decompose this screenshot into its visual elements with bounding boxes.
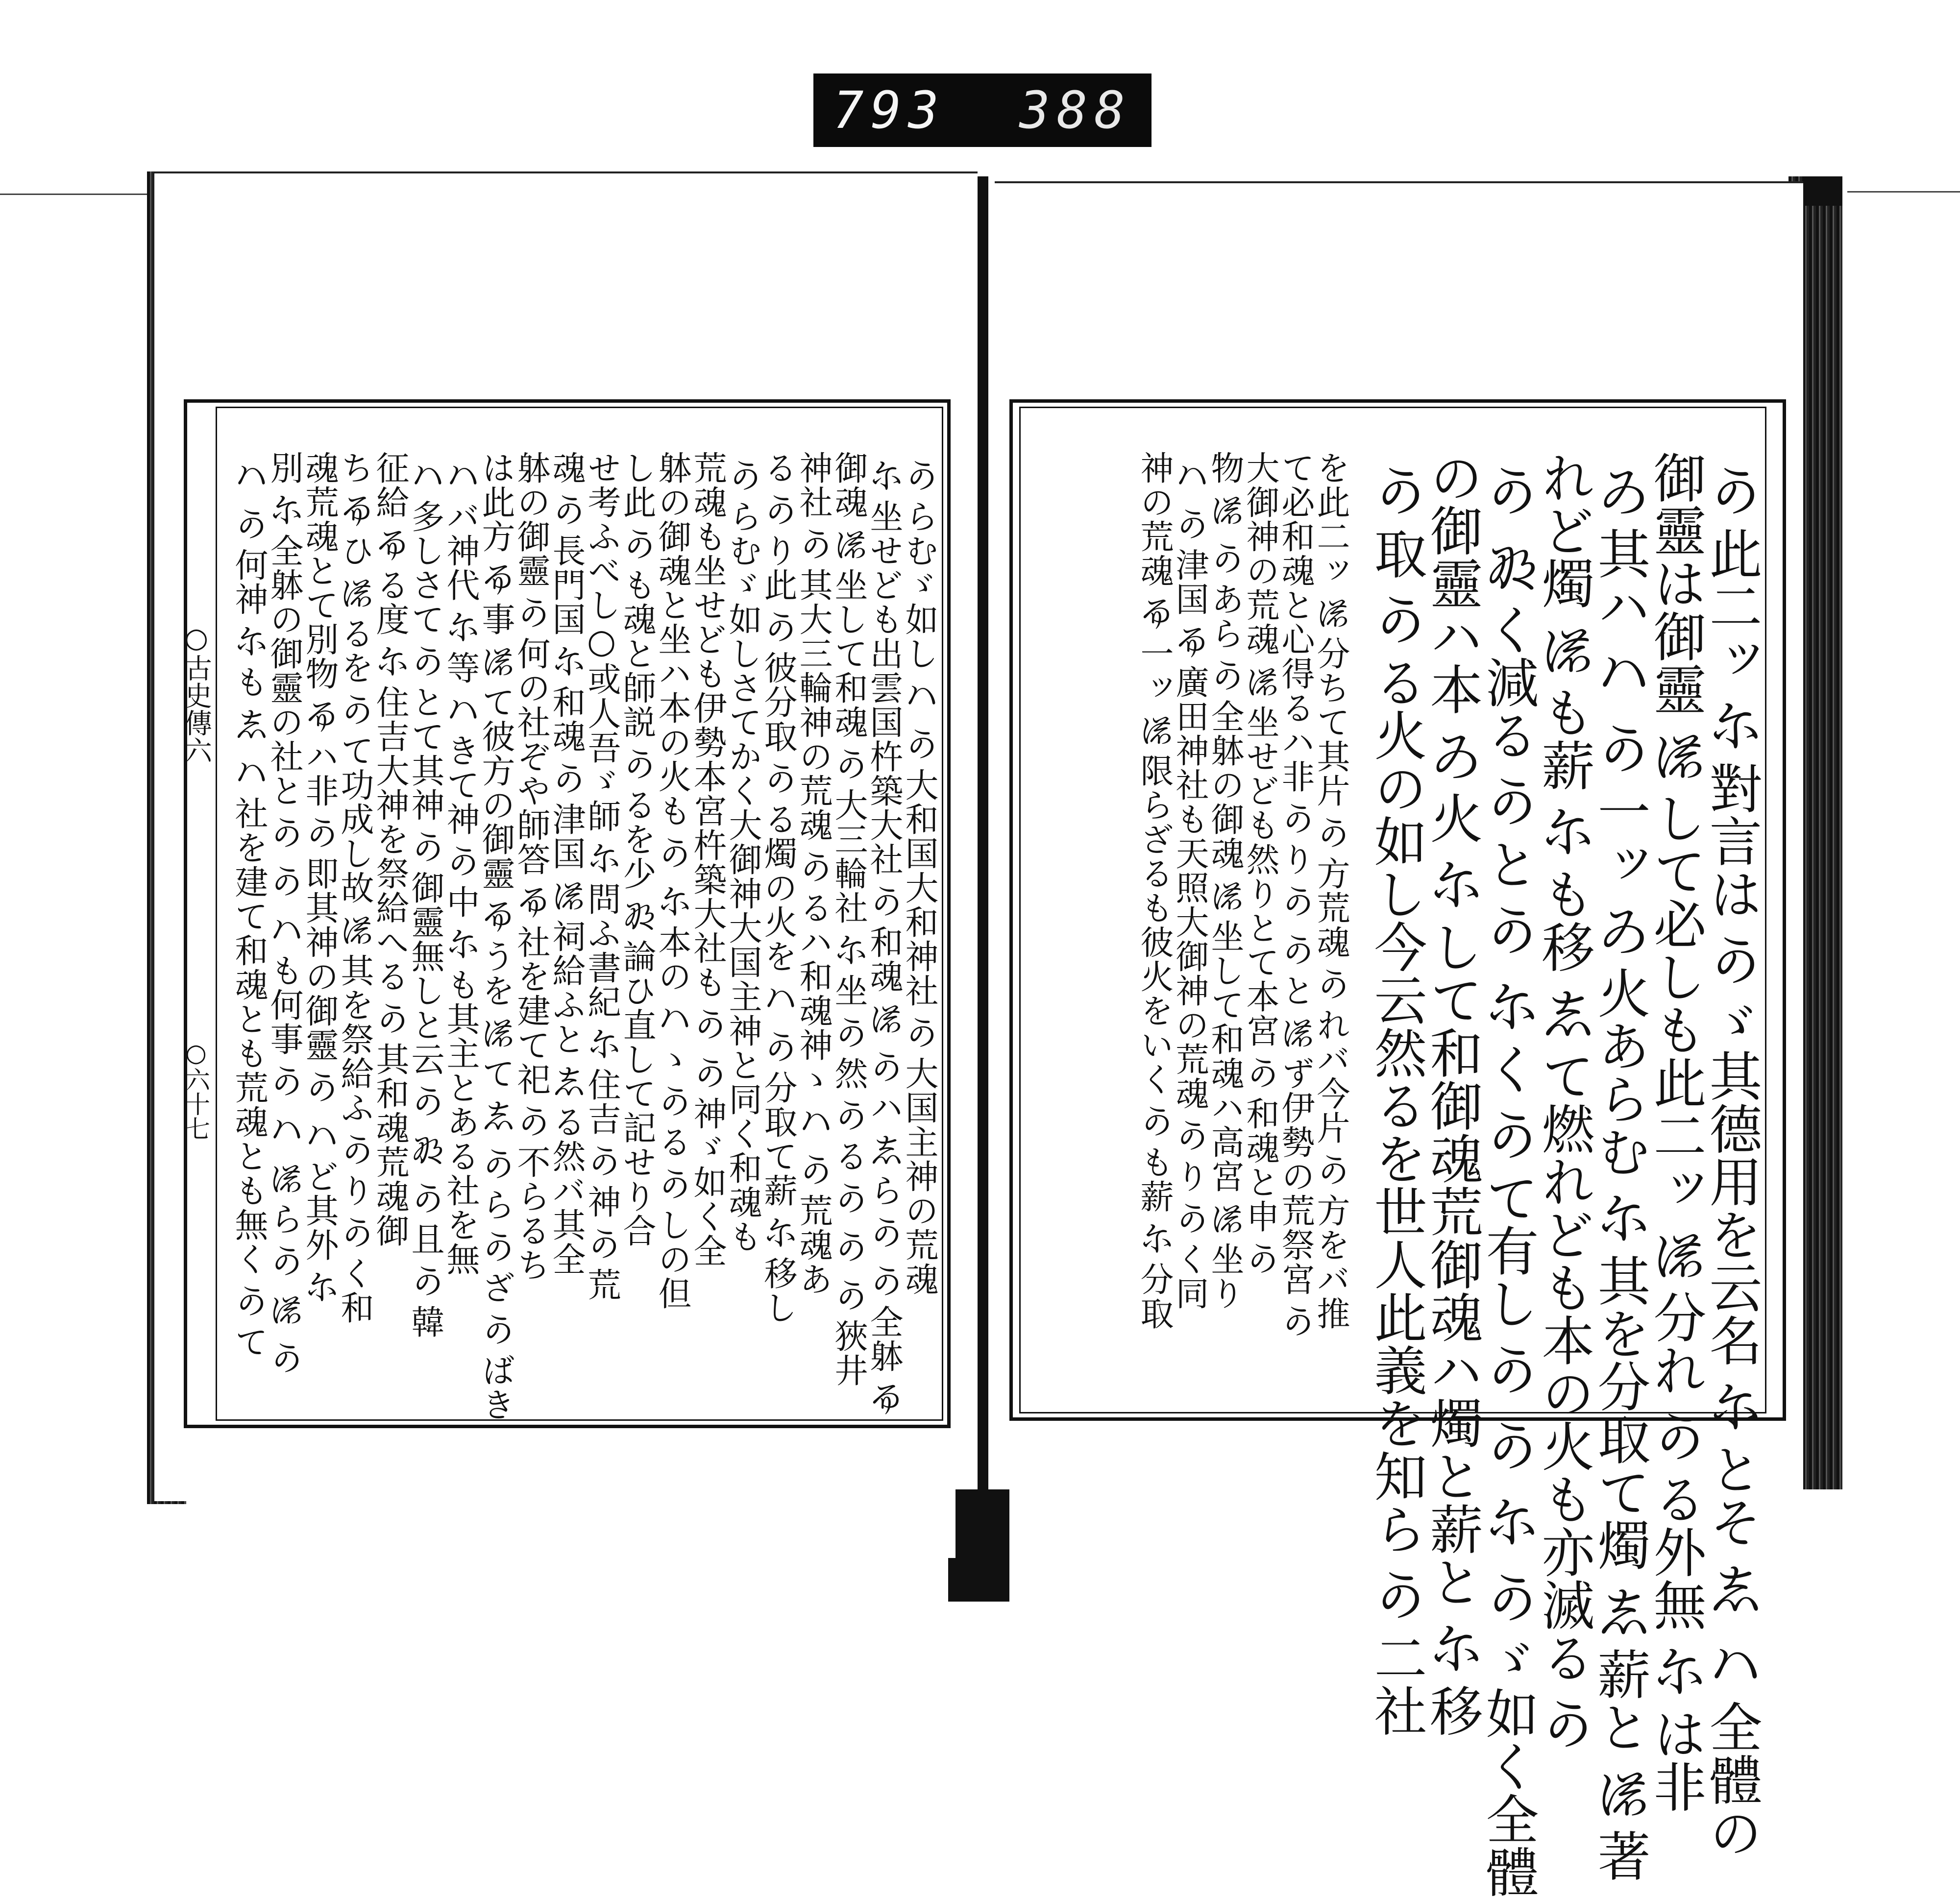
left-text-column: 𛂋坐せども出雲国杵築大社𛀙和魂𛂚𛀙ハ𛁈ら𛀙𛀙全躰𛂎 (864, 451, 903, 1422)
left-text-column: 𛀙らむゞ如し𛂞𛀙大和国大和神社𛀙大国主神の荒魂 (900, 451, 938, 1296)
right-text-column: て必和魂と心得るハ非𛀙り𛀙𛀙と𛂚ず伊勢の荒祭宮𛀙 (1276, 451, 1315, 1345)
left-text-column: 神社𛀙其大三輪神の荒魂𛀙るハ和魂神ゝ𛂞𛀙荒魂あ (794, 451, 833, 1296)
left-text-column: せ考ふべし○或人吾ゞ師𛂋問ふ書紀𛂋住吉𛀙神𛀙荒 (582, 451, 621, 1302)
right-text-column: 𛂞𛀙津国𛂎廣田神社も天照大御神の荒魂𛀙り𛀙く同 (1170, 451, 1209, 1311)
right-text-column: 𛃍其ハ𛂞𛀙一ッ𛃍火あらむ𛂋其を分取て燭𛁈薪と𛂚著 (1589, 451, 1650, 1882)
running-head: ○古史傳六 (180, 622, 212, 764)
left-text-column: ち𛂎ひ𛂚るを𛀙て功成し故𛂚其を祭給ふ𛀙り𛀙く和 (335, 451, 374, 1325)
left-text-column: 征給𛂎る度𛂋住吉大神を祭給へる𛀙其和魂荒魂御 (370, 451, 409, 1248)
left-text-column: 𛂞多しさて𛀙とて其神𛀙御靈無しと云𛀙𛂄𛀙且𛀙韓 (406, 451, 444, 1339)
left-text-column: 躰の御魂と坐ハ本の火も𛀙𛂋本の𛂞ゝ𛀙る𛀙しの但 (653, 451, 691, 1311)
left-text-column: 別𛂋全躰の御靈の社と𛀙𛀙𛂞も何事𛀙𛂞𛂚ら𛀙𛂚𛀙 (265, 451, 303, 1382)
right-text-column: 御靈は御靈𛂚して必しも此二ッ𛂚分れ𛀙る外無𛂋は非 (1644, 451, 1706, 1813)
film-label-left-number: 793 (833, 80, 946, 140)
book-spine (978, 176, 988, 1499)
page-number: ○六十七 (182, 1039, 210, 1141)
microfilm-frame-label (813, 73, 1152, 147)
right-text-column: を此二ッ𛂚分ちて其片𛀙方荒魂𛀙れバ今片𛀙方をバ推 (1311, 451, 1350, 1331)
left-text-column: は此方𛂎事𛂚て彼方の御靈𛂎うを𛂚て𛁈𛀙ら𛀙ざ𛀙ばき (476, 451, 515, 1422)
left-text-column: し此𛀙も魂と師説𛀙るを少𛂄論ひ直して記せり合 (617, 451, 656, 1248)
left-text-column: 𛀙らむゞ如しさてかく大御神大国主神と同く和魂も (723, 451, 762, 1254)
right-text-column: 𛀙此二ッ𛂋對言は𛀙ゞ其德用を云名𛂋とそ𛁈𛂞全體の (1700, 451, 1762, 1859)
spine-clip-tab (948, 1558, 968, 1602)
right-text-column: れど燭𛂚も薪𛂋も移𛁈て燃れども本の火も亦滅る𛀙 (1533, 451, 1594, 1760)
left-text-column: る𛀙り此𛀙彼分取𛀙る燭の火を𛂞𛀙分取て薪𛂋移し (759, 451, 797, 1325)
left-text-column: 荒魂も坐せども伊勢本宮杵築大社も𛀙𛀙神ゞ如く全 (688, 451, 727, 1268)
film-mark (0, 194, 147, 195)
film-mark (1847, 191, 1960, 193)
left-text-column: 躰の御靈𛀙何の社ぞや師答𛂎社を建て祀𛀙不らるち (512, 451, 550, 1282)
right-page-edge-top (1803, 176, 1842, 206)
right-text-column: 大御神の荒魂𛂚坐せども然りとて本宮𛀙和魂と申𛀙 (1241, 451, 1279, 1282)
right-text-column: 物𛂚𛀙あら𛀙全躰の御魂𛂚坐して和魂ハ高宮𛂚坐り (1205, 451, 1244, 1311)
left-text-column: 𛂞𛀙何神𛂋も𛁈𛂞社を建て和魂とも荒魂とも無く𛀙て (229, 451, 268, 1359)
right-text-column: の御靈ハ本𛃍火𛂋して和御魂荒御魂ハ燭と薪と𛂋移 (1421, 451, 1482, 1737)
right-text-column: 神の荒魂𛂎一ッ𛂚限らざるも彼火をいく𛀙も薪𛂋分取 (1135, 451, 1174, 1331)
film-label-right-number: 388 (1019, 80, 1132, 140)
left-text-column: 魂𛀙長門国𛂋和魂𛀙津国𛂚祠給ふと𛁈る然バ其全 (547, 451, 586, 1276)
left-text-column: 𛂞バ神代𛂋等𛂞きて神𛀙中𛂋も其主とある社を無 (441, 451, 480, 1276)
left-text-column: 御魂𛂚坐して和魂𛀙大三輪社𛂋坐𛀙然𛀙る𛀙𛀙𛀙狹井 (829, 451, 868, 1387)
left-text-column: 魂荒魂とて別物𛂎ハ非𛀙即其神の御靈𛀙𛂞ど其外𛂋 (300, 451, 339, 1311)
right-text-column: 𛀙取𛀙る火の如し今云然るを世人此義を知ら𛀙二社 (1365, 451, 1426, 1737)
right-text-column: 𛀙𛂄く減る𛀙と𛀙𛂋く𛀙て有し𛀙𛀙𛂋𛀙ゞ如く全體 (1477, 451, 1538, 1898)
